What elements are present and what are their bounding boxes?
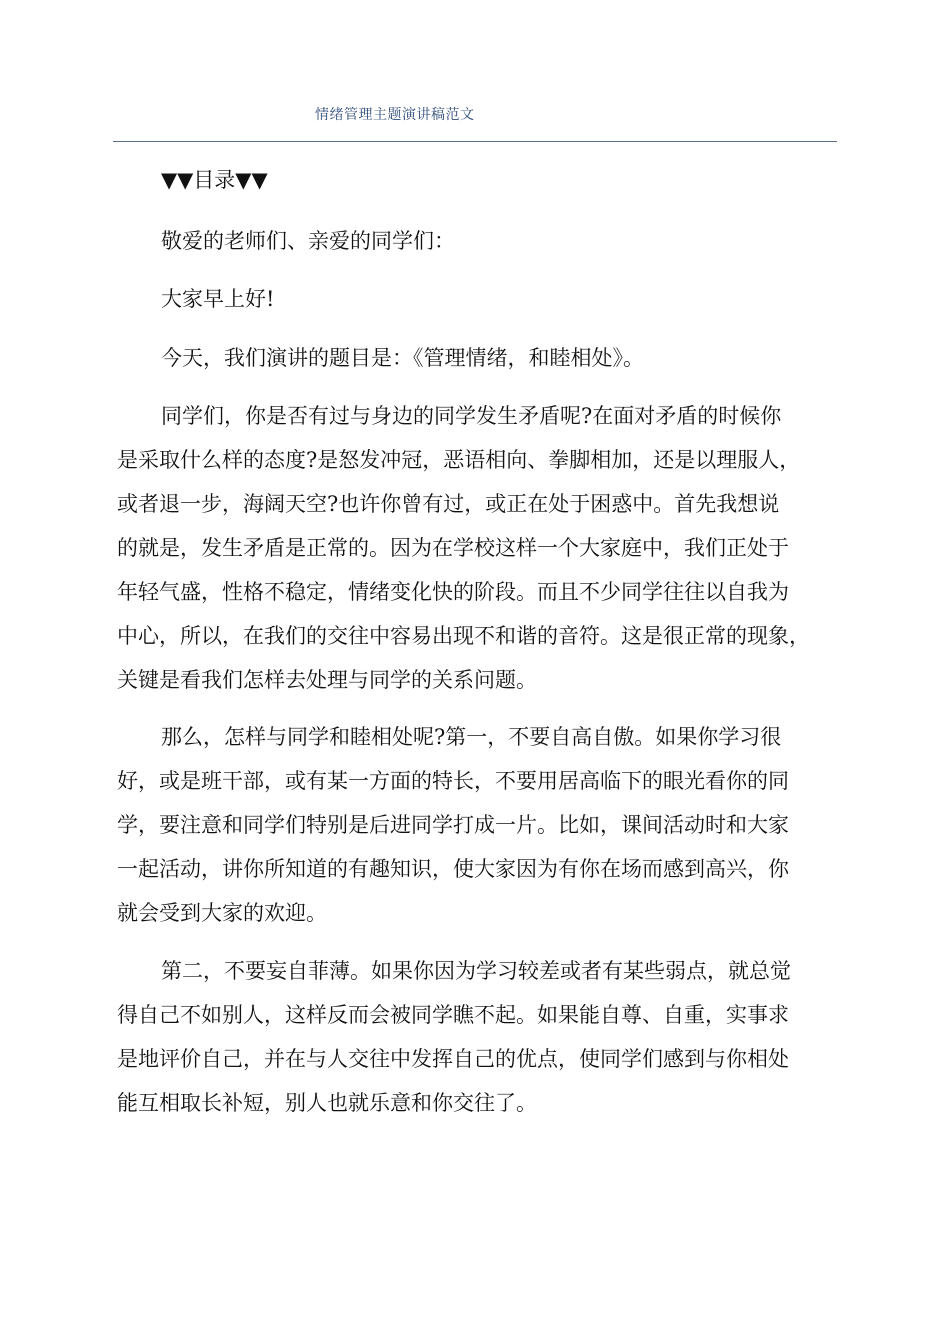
paragraph-line: 同学们，你是否有过与身边的同学发生矛盾呢?在面对矛盾的时候你 [161, 404, 782, 428]
paragraph-line: 一起活动，讲你所知道的有趣知识，使大家因为有你在场而感到高兴，你 [117, 857, 789, 881]
paragraph-line: 就会受到大家的欢迎。 [117, 901, 327, 925]
paragraph-line: 学，要注意和同学们特别是后进同学打成一片。比如，课间活动时和大家 [117, 813, 789, 837]
paragraph-line: 第二，不要妄自菲薄。如果你因为学习较差或者有某些弱点，就总觉 [161, 959, 791, 983]
paragraph-3 [117, 949, 837, 1125]
paragraph-line: 关键是看我们怎样去处理与同学的关系问题。 [117, 668, 537, 692]
paragraph-line: 或者退一步，海阔天空?也许你曾有过，或正在处于困惑中。首先我想说 [117, 492, 780, 516]
table-of-contents-label: ▼▼目录▼▼ [161, 168, 268, 192]
paragraph-line: 好，或是班干部，或有某一方面的特长，不要用居高临下的眼光看你的同 [117, 769, 789, 793]
paragraph-line: 能互相取长补短，别人也就乐意和你交往了。 [117, 1091, 537, 1115]
document-header-title: 情绪管理主题演讲稿范文 [315, 107, 475, 123]
paragraph-line: 中心，所以，在我们的交往中容易出现不和谐的音符。这是很正常的现象， [117, 624, 810, 648]
morning-greeting: 大家早上好! [161, 287, 275, 311]
paragraph-line: 年轻气盛，性格不稳定，情绪变化快的阶段。而且不少同学往往以自我为 [117, 580, 789, 604]
paragraph-line: 的就是，发生矛盾是正常的。因为在学校这样一个大家庭中，我们正处于 [117, 536, 789, 560]
paragraph-line: 得自己不如别人，这样反而会被同学瞧不起。如果能自尊、自重，实事求 [117, 1003, 789, 1027]
paragraph-1 [117, 394, 837, 702]
header-divider [113, 141, 837, 142]
paragraph-line: 是地评价自己，并在与人交往中发挥自己的优点，使同学们感到与你相处 [117, 1047, 789, 1071]
speech-topic: 今天，我们演讲的题目是：《管理情绪，和睦相处》。 [161, 346, 644, 370]
paragraph-line: 是采取什么样的态度?是怒发冲冠，恶语相向、拳脚相加，还是以理服人， [117, 448, 801, 472]
greeting-line: 敬爱的老师们、亲爱的同学们： [161, 229, 455, 253]
paragraph-2 [117, 715, 837, 935]
paragraph-line: 那么，怎样与同学和睦相处呢?第一，不要自高自傲。如果你学习很 [161, 725, 782, 749]
